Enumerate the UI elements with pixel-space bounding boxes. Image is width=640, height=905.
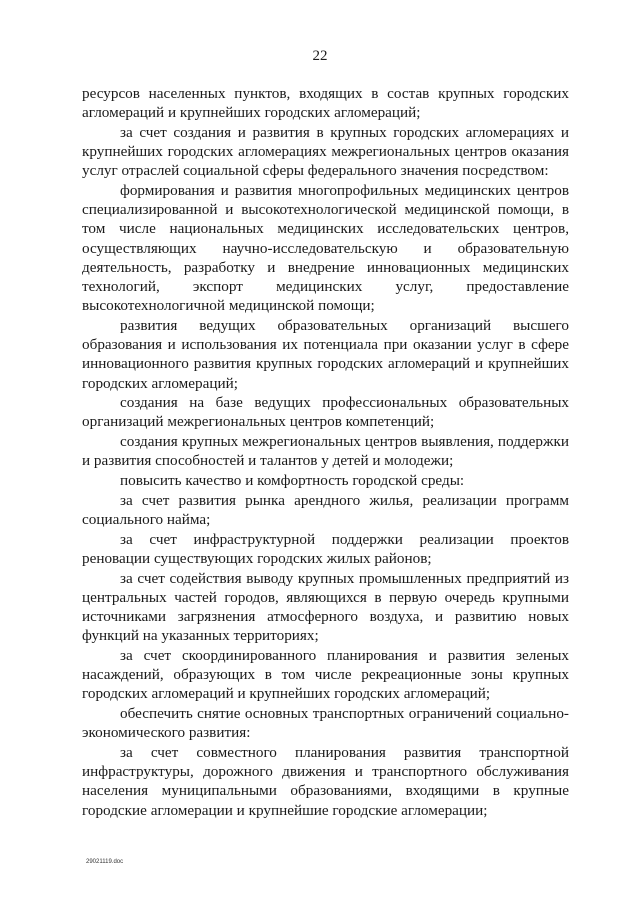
paragraph: обеспечить снятие основных транспортных ограничений социально-экономического развития:	[82, 705, 569, 742]
paragraph: создания на базе ведущих профессиональных образовательных организаций межрегиональных центров компетенций;	[82, 394, 569, 431]
paragraph: повысить качество и комфортность городской среды:	[120, 472, 465, 490]
paragraph: за счет содействия выводу крупных промышленных предприятий из центральных частей городов, являющихся в первую очередь крупными источниками загрязнения атмосферного воздуха, и развитию новых функций на указанных территориях;	[82, 569, 569, 645]
paragraph: развития ведущих образовательных организаций высшего образования и использования их потенциала при оказании услуг в сфере инновационного развития крупных городских агломераций и крупнейших городских агломераций;	[82, 316, 569, 392]
paragraph: за счет инфраструктурной поддержки реализации проектов реновации существующих городских жилых районов;	[82, 530, 569, 567]
paragraph: формирования и развития многопрофильных медицинских центров специализированной и высокотехнологической медицинской помощи, в том числе национальных медицинских исследовательских центров, осуществляющих научно-исследовательскую и образовательную деятельность, разработку и внедрение инновационных медицинских технологий, экспорт медицинских услуг, предоставление высокотехнологичной медицинской помощи;	[82, 182, 569, 315]
paragraph: за счет развития рынка арендного жилья, реализации программ социального найма;	[82, 491, 569, 528]
paragraph: создания крупных межрегиональных центров выявления, поддержки и развития способностей и талантов у детей и молодежи;	[82, 433, 569, 470]
document-filename: 29021119.doc	[86, 859, 124, 865]
page-number: 22	[312, 48, 328, 64]
paragraph: за счет совместного планирования развития транспортной инфраструктуры, дорожного движения и транспортного обслуживания населения муниципальными образованиями, входящими в крупные городские агломерации и крупнейшие городские агломерации;	[82, 743, 569, 819]
paragraph: за счет скоординированного планирования и развития зеленых насаждений, образующих в том числе рекреационные зоны крупных городских агломераций и крупнейших городских агломераций;	[82, 646, 569, 703]
document-body	[82, 84, 569, 820]
paragraph: ресурсов населенных пунктов, входящих в состав крупных городских агломераций и крупнейших городских агломераций;	[82, 85, 569, 122]
paragraph: за счет создания и развития в крупных городских агломерациях и крупнейших городских агломерациях межрегиональных центров оказания услуг отраслей социальной сферы федерального значения посредством:	[82, 123, 569, 180]
